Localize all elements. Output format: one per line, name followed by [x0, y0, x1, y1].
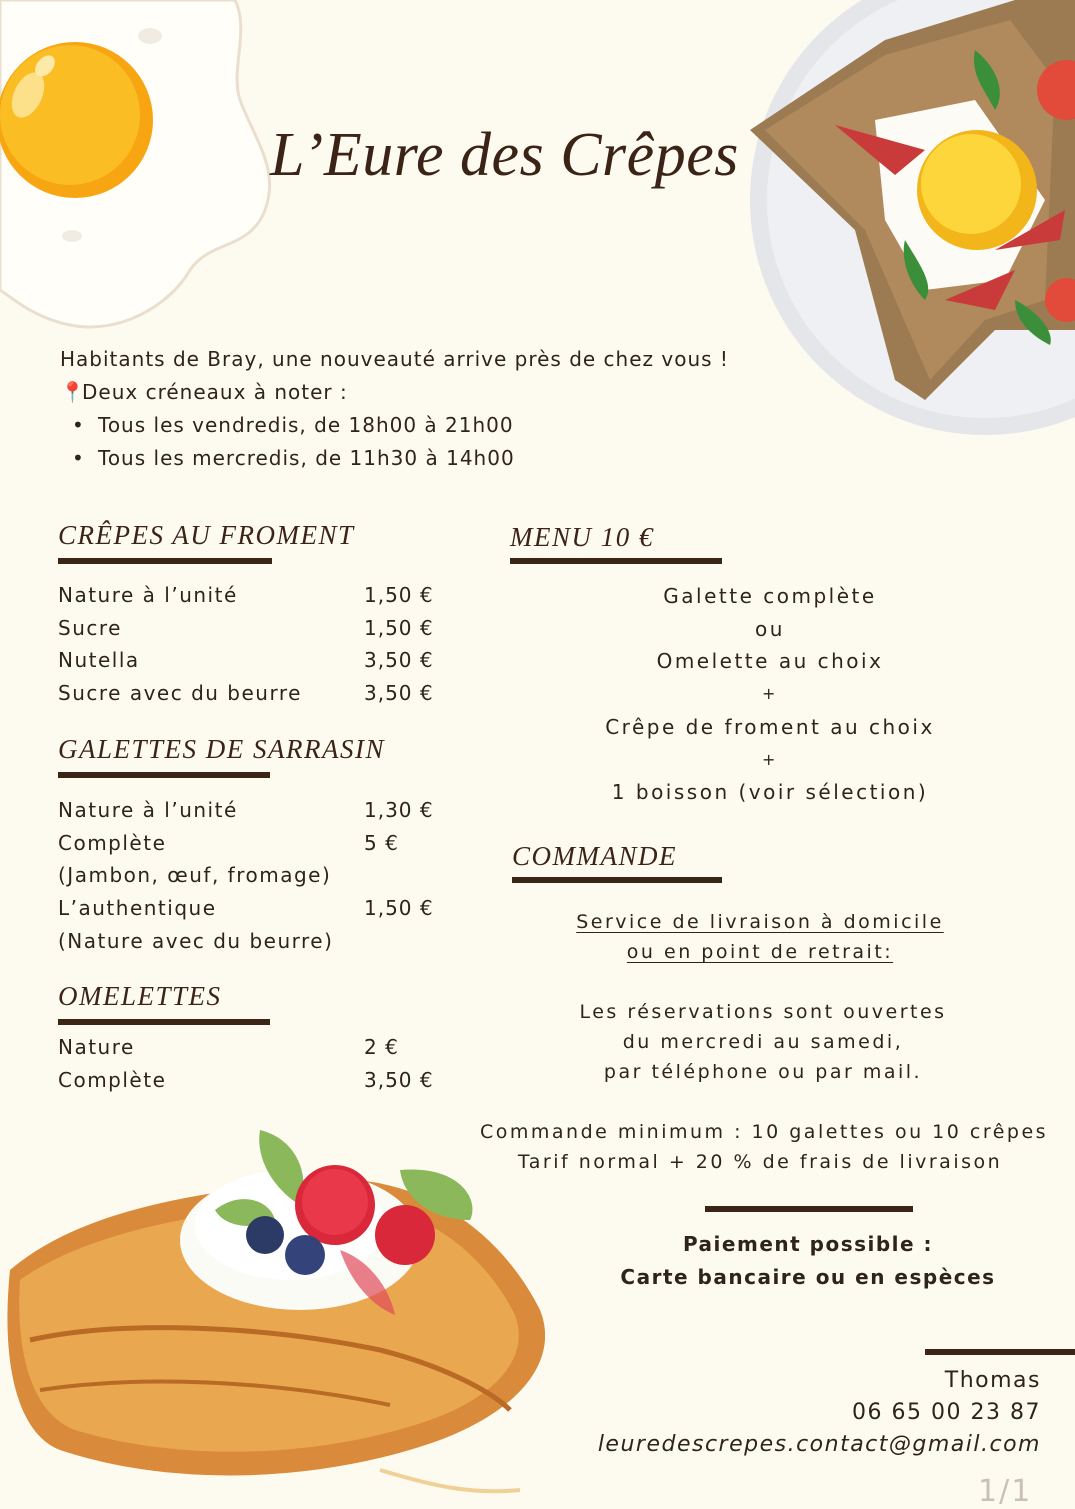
crepes-price-2: 3,50 € [364, 648, 434, 672]
commande-conditions [480, 1117, 1049, 1177]
payment-line-2: Carte bancaire ou en espèces [620, 1265, 996, 1289]
commande-minimum: Commande minimum : 10 galettes ou 10 crêpes [480, 1121, 1049, 1143]
galettes-price-0: 1,30 € [364, 798, 434, 822]
intro-bullet-1: • Tous les vendredis, de 18h00 à 21h00 [60, 409, 729, 442]
crepes-price-1: 1,50 € [364, 616, 434, 640]
payment-block [590, 1228, 1026, 1294]
galettes-section-title: GALETTES DE SARRASIN [58, 734, 385, 764]
omelettes-item-0: Nature [58, 1035, 135, 1059]
crepes-price-0: 1,50 € [364, 583, 434, 607]
intro-block [60, 343, 729, 475]
omelettes-price-0: 2 € [364, 1035, 399, 1059]
intro-bullet-2: • Tous les mercredis, de 11h30 à 14h00 [60, 442, 729, 475]
omelettes-divider [58, 1019, 270, 1025]
commande-service-line-2: ou en point de retrait: [626, 941, 894, 963]
intro-line-2-text: Deux créneaux à noter : [82, 380, 348, 404]
intro-line-2 [60, 376, 729, 409]
payment-divider [705, 1206, 913, 1212]
commande-divider [512, 877, 722, 883]
contact-block [598, 1365, 1041, 1461]
crepes-item-1: Sucre [58, 616, 122, 640]
menu-line-6: 1 boisson (voir sélection) [611, 780, 929, 805]
menu-line-1: ou [755, 616, 785, 641]
galette-plate-illustration [745, 0, 1075, 440]
commande-reserv-1: du mercredi au samedi, [622, 1031, 904, 1053]
commande-reserv-0: Les réservations sont ouvertes [579, 1001, 947, 1023]
omelettes-price-1: 3,50 € [364, 1068, 434, 1092]
galettes-item-2: L’authentique [58, 896, 217, 920]
galettes-price-2: 1,50 € [364, 896, 434, 920]
contact-name: Thomas [944, 1368, 1041, 1393]
menu-divider [510, 558, 722, 564]
galettes-item-1-note: (Jambon, œuf, fromage) [58, 863, 332, 887]
contact-email[interactable]: leuredescrepes.contact@gmail.com [597, 1432, 1041, 1457]
galettes-divider [58, 772, 270, 778]
round-pushpin-icon: 📍 [60, 380, 86, 404]
commande-service [530, 907, 990, 967]
menu-line-3: + [762, 684, 778, 704]
galettes-item-1: Complète [58, 831, 167, 855]
intro-line-1: Habitants de Bray, une nouveauté arrive près de chez vous ! [60, 347, 729, 371]
page-number: 1/1 [978, 1474, 1033, 1509]
commande-reserv-2: par téléphone ou par mail. [603, 1061, 923, 1083]
menu-lines [560, 580, 980, 809]
menu-line-2: Omelette au choix [656, 649, 884, 674]
crepes-item-3: Sucre avec du beurre [58, 681, 302, 705]
fried-egg-illustration [0, 0, 280, 340]
omelettes-section-title: OMELETTES [58, 981, 222, 1011]
menu-section-title: MENU 10 € [510, 522, 654, 552]
crepes-item-0: Nature à l’unité [58, 583, 238, 607]
menu-line-4: Crêpe de froment au choix [605, 714, 935, 739]
crepes-divider [58, 558, 272, 564]
crepes-price-3: 3,50 € [364, 681, 434, 705]
payment-line-1: Paiement possible : [682, 1232, 934, 1256]
contact-divider [925, 1349, 1075, 1355]
omelettes-item-1: Complète [58, 1068, 167, 1092]
commande-reservations [530, 997, 996, 1087]
crepes-section-title: CRÊPES AU FROMENT [58, 520, 355, 550]
galettes-item-0: Nature à l’unité [58, 798, 238, 822]
page-title: L’Eure des Crêpes [270, 121, 739, 189]
commande-section-title: COMMANDE [512, 841, 677, 871]
crepes-item-2: Nutella [58, 648, 140, 672]
menu-line-0: Galette complète [663, 584, 877, 608]
commande-tarif: Tarif normal + 20 % de frais de livraison [517, 1151, 1003, 1173]
contact-phone[interactable]: 06 65 00 23 87 [852, 1400, 1041, 1425]
menu-line-5: + [762, 749, 778, 769]
galettes-price-1: 5 € [364, 831, 399, 855]
galettes-item-2-note: (Nature avec du beurre) [58, 929, 334, 953]
commande-service-line-1: Service de livraison à domicile [576, 911, 944, 933]
